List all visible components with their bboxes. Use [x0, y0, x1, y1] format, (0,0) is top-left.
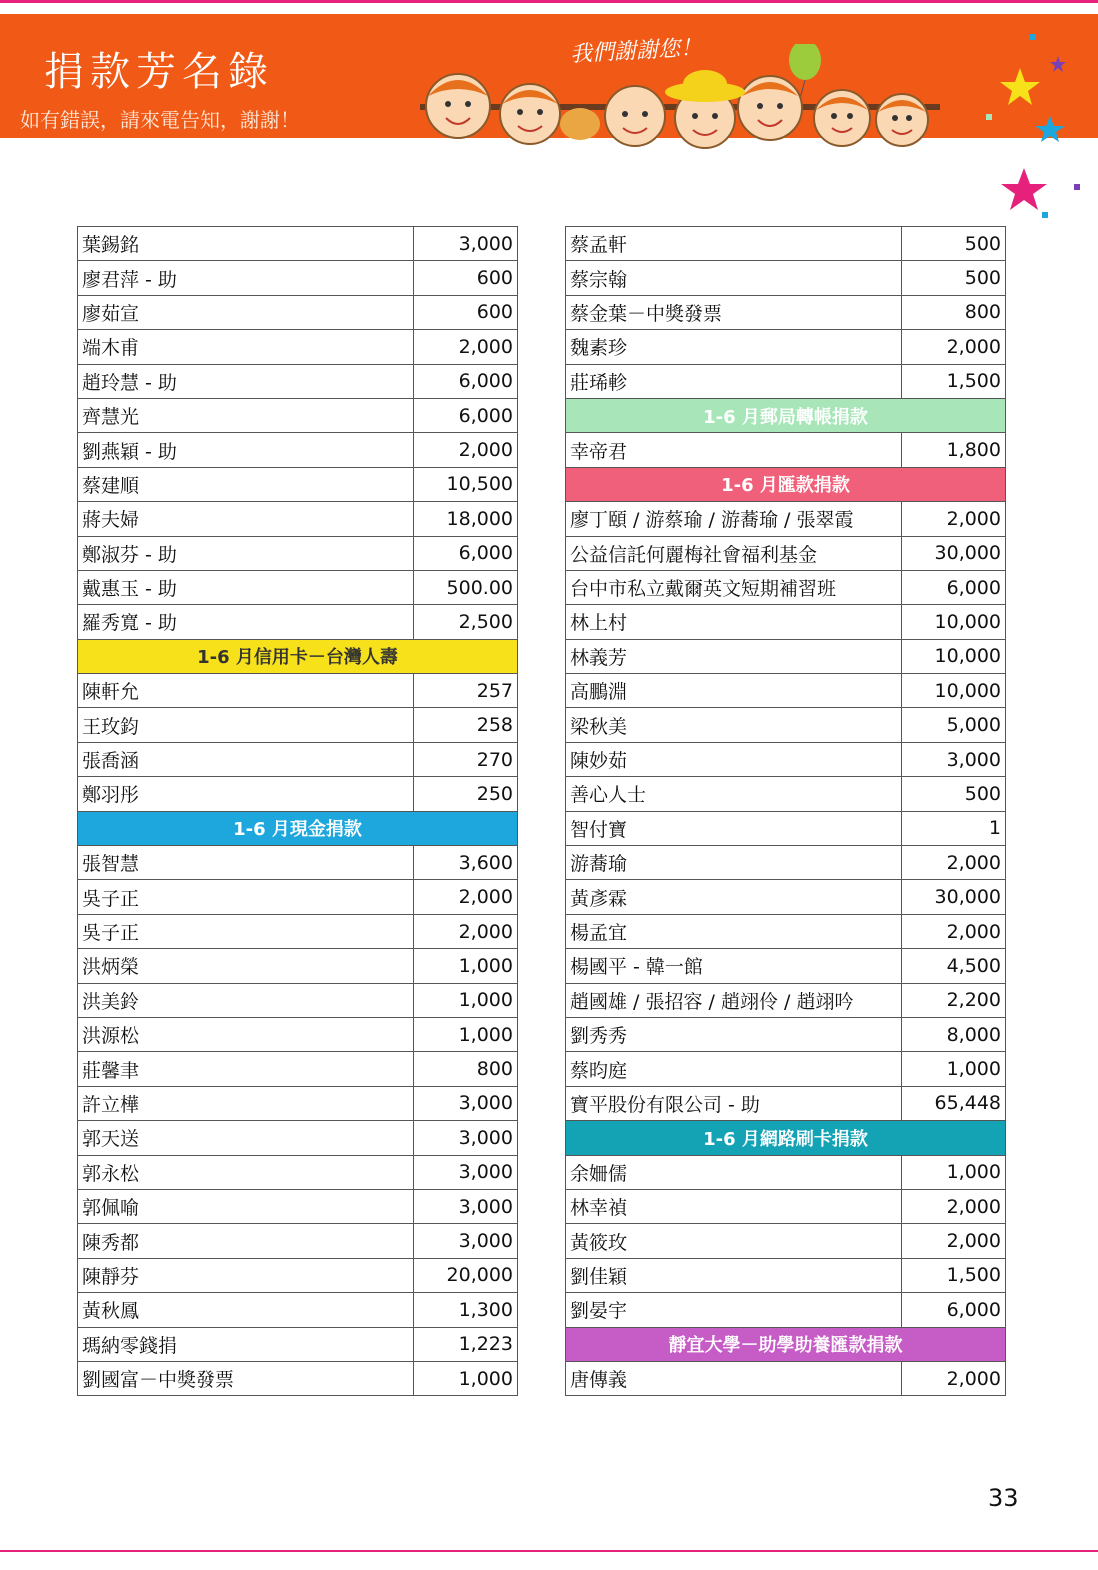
donor-name: 莊琋軫	[566, 364, 902, 398]
donor-row	[78, 1361, 518, 1395]
donor-name: 黃秋鳳	[78, 1293, 414, 1327]
donor-name: 林義芳	[566, 639, 902, 673]
donor-row	[78, 1086, 518, 1120]
page-title: 捐款芳名錄	[44, 49, 274, 95]
donor-name: 許立樺	[78, 1086, 414, 1120]
donor-row	[566, 880, 1006, 914]
donor-name: 陳靜芬	[78, 1258, 414, 1292]
donor-name: 公益信託何麗梅社會福利基金	[566, 536, 902, 570]
donation-amount: 500	[902, 261, 1006, 295]
donor-name: 黃筱玫	[566, 1224, 902, 1258]
donor-row	[78, 570, 518, 604]
donation-amount: 1,000	[414, 1361, 518, 1395]
donation-amount: 2,000	[902, 1189, 1006, 1223]
donation-amount: 2,000	[902, 1224, 1006, 1258]
section-header: 1-6 月網路刷卡捐款	[566, 1121, 1006, 1155]
donor-name: 廖丁頤 / 游蔡瑜 / 游蕎瑜 / 張翠霞	[566, 502, 902, 536]
donor-row	[566, 1189, 1006, 1223]
donor-row	[78, 261, 518, 295]
donation-amount: 1,300	[414, 1293, 518, 1327]
donor-row	[566, 674, 1006, 708]
donor-row	[78, 605, 518, 639]
donor-name: 吳子正	[78, 880, 414, 914]
section-header: 1-6 月郵局轉帳捐款	[566, 398, 1006, 432]
donation-amount: 1,500	[902, 364, 1006, 398]
donation-amount: 18,000	[414, 502, 518, 536]
donor-name: 林上村	[566, 605, 902, 639]
donor-name: 鄭羽彤	[78, 777, 414, 811]
donor-name: 余姍儒	[566, 1155, 902, 1189]
donation-amount: 500	[902, 227, 1006, 261]
donation-amount: 1,000	[414, 949, 518, 983]
donation-amount: 3,000	[414, 1224, 518, 1258]
section-header-row	[566, 1327, 1006, 1361]
donation-amount: 2,000	[414, 330, 518, 364]
donor-name: 廖茹宣	[78, 295, 414, 329]
section-header-row	[566, 1121, 1006, 1155]
donor-row	[566, 261, 1006, 295]
donor-name: 寶平股份有限公司 - 助	[566, 1086, 902, 1120]
donation-amount: 10,000	[902, 605, 1006, 639]
donor-name: 郭天送	[78, 1121, 414, 1155]
donor-row	[78, 536, 518, 570]
donation-amount: 257	[414, 674, 518, 708]
donation-amount: 4,500	[902, 949, 1006, 983]
donation-amount: 65,448	[902, 1086, 1006, 1120]
donor-row	[78, 1327, 518, 1361]
donor-name: 瑪納零錢捐	[78, 1327, 414, 1361]
donor-row	[566, 570, 1006, 604]
donor-name: 蔡孟軒	[566, 227, 902, 261]
donation-amount: 1	[902, 811, 1006, 845]
donor-name: 洪炳榮	[78, 949, 414, 983]
donor-row	[566, 1155, 1006, 1189]
donation-amount: 270	[414, 742, 518, 776]
donation-amount: 800	[902, 295, 1006, 329]
top-border	[0, 0, 1098, 3]
donor-row	[78, 880, 518, 914]
donor-row	[566, 1361, 1006, 1395]
donor-row	[566, 914, 1006, 948]
donation-amount: 10,000	[902, 674, 1006, 708]
donor-name: 鄭淑芬 - 助	[78, 536, 414, 570]
donor-name: 張喬涵	[78, 742, 414, 776]
donor-row	[78, 983, 518, 1017]
section-header-row	[78, 639, 518, 673]
donation-amount: 2,500	[414, 605, 518, 639]
decorative-stars-icon	[980, 34, 1090, 234]
donor-name: 台中市私立戴爾英文短期補習班	[566, 570, 902, 604]
donor-row	[566, 536, 1006, 570]
donation-amount: 3,000	[902, 742, 1006, 776]
donor-name: 蔡金葉－中獎發票	[566, 295, 902, 329]
donor-row	[566, 1017, 1006, 1051]
donation-amount: 1,000	[414, 983, 518, 1017]
section-header-row	[566, 467, 1006, 501]
donor-name: 劉佳穎	[566, 1258, 902, 1292]
donor-row	[566, 605, 1006, 639]
donor-name: 楊國平 - 韓一館	[566, 949, 902, 983]
donor-name: 端木甫	[78, 330, 414, 364]
donor-name: 陳秀都	[78, 1224, 414, 1258]
donation-amount: 500	[902, 777, 1006, 811]
donor-row	[78, 949, 518, 983]
donation-amount: 3,000	[414, 1189, 518, 1223]
donation-amount: 30,000	[902, 536, 1006, 570]
donation-amount: 2,000	[902, 330, 1006, 364]
donation-amount: 1,000	[902, 1052, 1006, 1086]
donor-name: 王玫鈞	[78, 708, 414, 742]
donation-amount: 3,000	[414, 1086, 518, 1120]
donor-name: 黃彥霖	[566, 880, 902, 914]
donor-row	[78, 398, 518, 432]
donor-row	[566, 1086, 1006, 1120]
donor-row	[78, 330, 518, 364]
cartoon-children-illustration	[380, 44, 960, 174]
donor-row	[78, 1155, 518, 1189]
donation-amount: 3,000	[414, 1155, 518, 1189]
donor-name: 趙國雄 / 張招容 / 趙翊伶 / 趙翊吟	[566, 983, 902, 1017]
donor-row	[566, 811, 1006, 845]
donor-name: 葉錫銘	[78, 227, 414, 261]
section-header: 1-6 月匯款捐款	[566, 467, 1006, 501]
donor-name: 幸帝君	[566, 433, 902, 467]
donor-row	[566, 364, 1006, 398]
donor-name: 楊孟宜	[566, 914, 902, 948]
donor-row	[78, 227, 518, 261]
donor-name: 陳軒允	[78, 674, 414, 708]
donor-name: 劉國富－中獎發票	[78, 1361, 414, 1395]
donor-row	[78, 914, 518, 948]
donor-name: 蔣夫婦	[78, 502, 414, 536]
donor-row	[566, 1052, 1006, 1086]
donor-row	[566, 1293, 1006, 1327]
donor-name: 張智慧	[78, 846, 414, 880]
section-header-row	[78, 811, 518, 845]
donor-name: 戴惠玉 - 助	[78, 570, 414, 604]
donor-name: 廖君萍 - 助	[78, 261, 414, 295]
section-header: 靜宜大學－助學助養匯款捐款	[566, 1327, 1006, 1361]
donor-name: 劉燕穎 - 助	[78, 433, 414, 467]
donor-row	[78, 777, 518, 811]
donation-amount: 800	[414, 1052, 518, 1086]
donation-amount: 3,000	[414, 227, 518, 261]
donor-name: 陳妙茹	[566, 742, 902, 776]
page-number: 33	[988, 1484, 1019, 1512]
donation-amount: 20,000	[414, 1258, 518, 1292]
donor-name: 郭佩喻	[78, 1189, 414, 1223]
donation-amount: 2,000	[414, 880, 518, 914]
donation-amount: 30,000	[902, 880, 1006, 914]
section-header-row	[566, 398, 1006, 432]
donor-name: 梁秋美	[566, 708, 902, 742]
thanks-banner-text: 我們謝謝您！	[569, 35, 703, 68]
donor-name: 蔡宗翰	[566, 261, 902, 295]
donor-name: 羅秀寬 - 助	[78, 605, 414, 639]
donor-name: 林幸禎	[566, 1189, 902, 1223]
donor-row	[566, 949, 1006, 983]
donor-table-left	[77, 226, 518, 1396]
donation-amount: 6,000	[902, 1293, 1006, 1327]
donation-amount: 2,000	[414, 433, 518, 467]
donor-row	[566, 639, 1006, 673]
donation-amount: 6,000	[414, 364, 518, 398]
donor-row	[566, 742, 1006, 776]
donation-amount: 2,000	[902, 914, 1006, 948]
donor-row	[78, 295, 518, 329]
donor-row	[566, 708, 1006, 742]
donor-row	[78, 502, 518, 536]
donor-row	[566, 227, 1006, 261]
donor-row	[566, 433, 1006, 467]
donor-name: 齊慧光	[78, 398, 414, 432]
donor-row	[566, 295, 1006, 329]
donor-name: 劉秀秀	[566, 1017, 902, 1051]
donor-row	[566, 1224, 1006, 1258]
donor-row	[78, 674, 518, 708]
donation-amount: 6,000	[414, 536, 518, 570]
donation-amount: 2,000	[414, 914, 518, 948]
donor-row	[78, 1121, 518, 1155]
section-header: 1-6 月現金捐款	[78, 811, 518, 845]
donor-name: 蔡建順	[78, 467, 414, 501]
donation-amount: 258	[414, 708, 518, 742]
section-header: 1-6 月信用卡－台灣人壽	[78, 639, 518, 673]
donor-name: 洪源松	[78, 1017, 414, 1051]
donor-row	[78, 1224, 518, 1258]
donation-amount: 5,000	[902, 708, 1006, 742]
donor-row	[78, 1258, 518, 1292]
donor-name: 劉晏宇	[566, 1293, 902, 1327]
donor-row	[566, 1258, 1006, 1292]
donor-name: 魏素珍	[566, 330, 902, 364]
donation-amount: 2,200	[902, 983, 1006, 1017]
donation-amount: 8,000	[902, 1017, 1006, 1051]
donor-row	[78, 708, 518, 742]
donor-row	[78, 433, 518, 467]
donor-row	[78, 364, 518, 398]
donation-amount: 600	[414, 295, 518, 329]
donor-row	[78, 1293, 518, 1327]
donation-amount: 1,000	[902, 1155, 1006, 1189]
donor-name: 蔡昀庭	[566, 1052, 902, 1086]
donor-name: 高鵬淵	[566, 674, 902, 708]
donor-row	[566, 846, 1006, 880]
donor-name: 唐傳義	[566, 1361, 902, 1395]
donation-amount: 6,000	[414, 398, 518, 432]
donor-row	[566, 330, 1006, 364]
donor-name: 吳子正	[78, 914, 414, 948]
donation-amount: 250	[414, 777, 518, 811]
page-subtitle: 如有錯誤，請來電告知，謝謝！	[20, 108, 300, 132]
donation-amount: 10,500	[414, 467, 518, 501]
donation-amount: 1,800	[902, 433, 1006, 467]
donor-row	[78, 742, 518, 776]
donation-amount: 1,223	[414, 1327, 518, 1361]
donation-amount: 2,000	[902, 846, 1006, 880]
donation-amount: 10,000	[902, 639, 1006, 673]
donation-amount: 6,000	[902, 570, 1006, 604]
donor-row	[566, 777, 1006, 811]
donation-amount: 2,000	[902, 1361, 1006, 1395]
donor-row	[78, 846, 518, 880]
donor-row	[78, 1189, 518, 1223]
donor-name: 趙玲慧 - 助	[78, 364, 414, 398]
donor-name: 洪美鈴	[78, 983, 414, 1017]
donor-row	[78, 467, 518, 501]
donor-row	[566, 502, 1006, 536]
header-banner	[0, 14, 1098, 138]
donor-row	[78, 1017, 518, 1051]
donor-table-right	[565, 226, 1006, 1396]
donation-amount: 1,500	[902, 1258, 1006, 1292]
donation-amount: 3,000	[414, 1121, 518, 1155]
donation-amount: 500.00	[414, 570, 518, 604]
donation-amount: 600	[414, 261, 518, 295]
bottom-border	[0, 1550, 1098, 1552]
donation-amount: 1,000	[414, 1017, 518, 1051]
donor-name: 莊馨聿	[78, 1052, 414, 1086]
donation-amount: 3,600	[414, 846, 518, 880]
donor-row	[78, 1052, 518, 1086]
donor-name: 游蕎瑜	[566, 846, 902, 880]
donor-name: 善心人士	[566, 777, 902, 811]
donor-name: 智付寶	[566, 811, 902, 845]
donation-amount: 2,000	[902, 502, 1006, 536]
donor-name: 郭永松	[78, 1155, 414, 1189]
donor-row	[566, 983, 1006, 1017]
